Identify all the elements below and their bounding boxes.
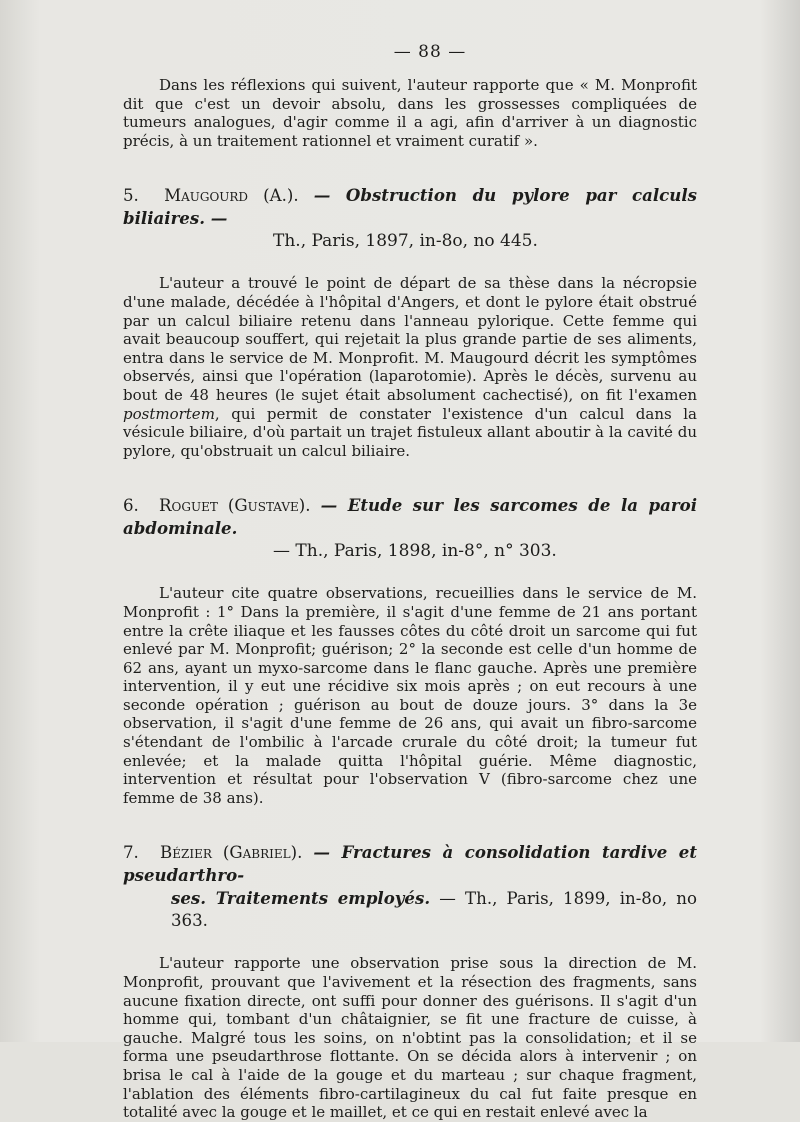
- entry-thesis-ref: — Th., Paris, 1898, in-8°, n° 303.: [273, 541, 557, 562]
- entry-number: 7.: [123, 843, 139, 863]
- entry-thesis-ref: Th., Paris, 1897, in-8o, no 445.: [273, 231, 538, 252]
- entry-body-text-end: , qui permit de constater l'existence d'un calcul dans la vésicule biliaire, d'où partait un trajet fistuleux allant aboutir à la cavité du pylore, qu'obstruait un calcul biliaire.: [123, 404, 697, 460]
- entry-body-italic: postmortem: [123, 404, 215, 423]
- entry-author: Bézier (Gabriel).: [160, 843, 303, 863]
- entry-heading: [123, 494, 697, 562]
- entry-6: [123, 494, 697, 807]
- entry-title: — Etude sur les sarcomes de la paroi abdominale.: [123, 495, 698, 539]
- entry-title: — Fractures à consolidation tardive et pseudarthro-: [123, 842, 698, 886]
- entry-heading: [123, 841, 697, 932]
- entry-number: 5.: [123, 186, 139, 206]
- entry-body: [123, 274, 697, 460]
- entry-7: [123, 841, 697, 1121]
- entry-body: L'auteur cite quatre observations, recueillies dans le service de M. Monprofit : 1° Dans la première, il s'agit d'une femme de 21 ans portant entre la crête iliaque et les fausses côtes du côté droit un sarcome qui fut enlevé par M. Monprofit; guérison; 2° la seconde est celle d'un homme de 62 ans, ayant un myxo-sarcome dans le flanc gauche. Après une première intervention, il y eut une récidive six mois après ; on eut recours à une seconde opération ; guérison au bout de douze jours. 3° dans la 3e observation, il s'agit d'une femme de 26 ans, qui avait un fibro-sarcome s'étendant de l'ombilic à l'arcade crurale du côté droit; la tumeur fut enlevée; et la malade quitta l'hôpital guérie. Même diagnostic, intervention et résultat pour l'observation V (fibro-sarcome chez une femme de 38 ans).: [123, 584, 697, 807]
- entry-thesis-ref: — Th., Paris, 1899, in-8o, no 363.: [171, 889, 697, 931]
- intro-paragraph: Dans les réflexions qui suivent, l'auteur rapporte que « M. Monprofit dit que c'est un devoir absolu, dans les grossesses compliquées de tumeurs analogues, d'agir comme il a agi, afin d'arriver à un diagnostic précis, à un traitement rationnel et vraiment curatif ».: [123, 76, 697, 150]
- entry-number: 6.: [123, 496, 139, 516]
- entry-author: Maugourd (A.).: [164, 186, 299, 206]
- entry-title-continued: ses. Traitements employés.: [171, 888, 431, 909]
- entry-title: — Obstruction du pylore par calculs biliaires. —: [123, 185, 697, 229]
- entry-5: [123, 184, 697, 460]
- entry-heading: [123, 184, 697, 252]
- page-number: — 88 —: [393, 42, 467, 62]
- entry-body-text: L'auteur a trouvé le point de départ de sa thèse dans la nécropsie d'une malade, décédée à l'hôpital d'Angers, et dont le pylore était obstrué par un calcul biliaire retenu dans l'anneau pylorique. Cette femme qui avait beaucoup souffert, qui rejetait la plus grande partie de ses aliments, entra dans le service de M. Monprofit. M. Maugourd décrit les symptômes observés, ainsi que l'opération (laparotomie). Après le décès, survenu au bout de 48 heures (le sujet était absolument cachectisé), on fit l'examen: [123, 274, 697, 404]
- entry-heading-second-line: [123, 887, 697, 932]
- entry-body: L'auteur rapporte une observation prise sous la direction de M. Monprofit, prouvant que l'avivement et la résection des fragments, sans aucune fixation directe, ont suffi pour donner des guérisons. Il s'agit d'un homme qui, tombant d'un châtaignier, se fit une fracture de cuisse, à gauche. Malgré tous les soins, on n'obtint pas la consolidation; et il se forma une pseudarthrose flottante. On se décida alors à intervenir ; on brisa le cal à l'aide de la gouge et du marteau ; sur chaque fragment, l'ablation des éléments fibro-cartilagineux du cal fut faite presque en totalité avec la gouge et le maillet, et ce qui en restait enlevé avec la: [123, 954, 697, 1122]
- entry-author: Roguet (Gustave).: [159, 496, 311, 516]
